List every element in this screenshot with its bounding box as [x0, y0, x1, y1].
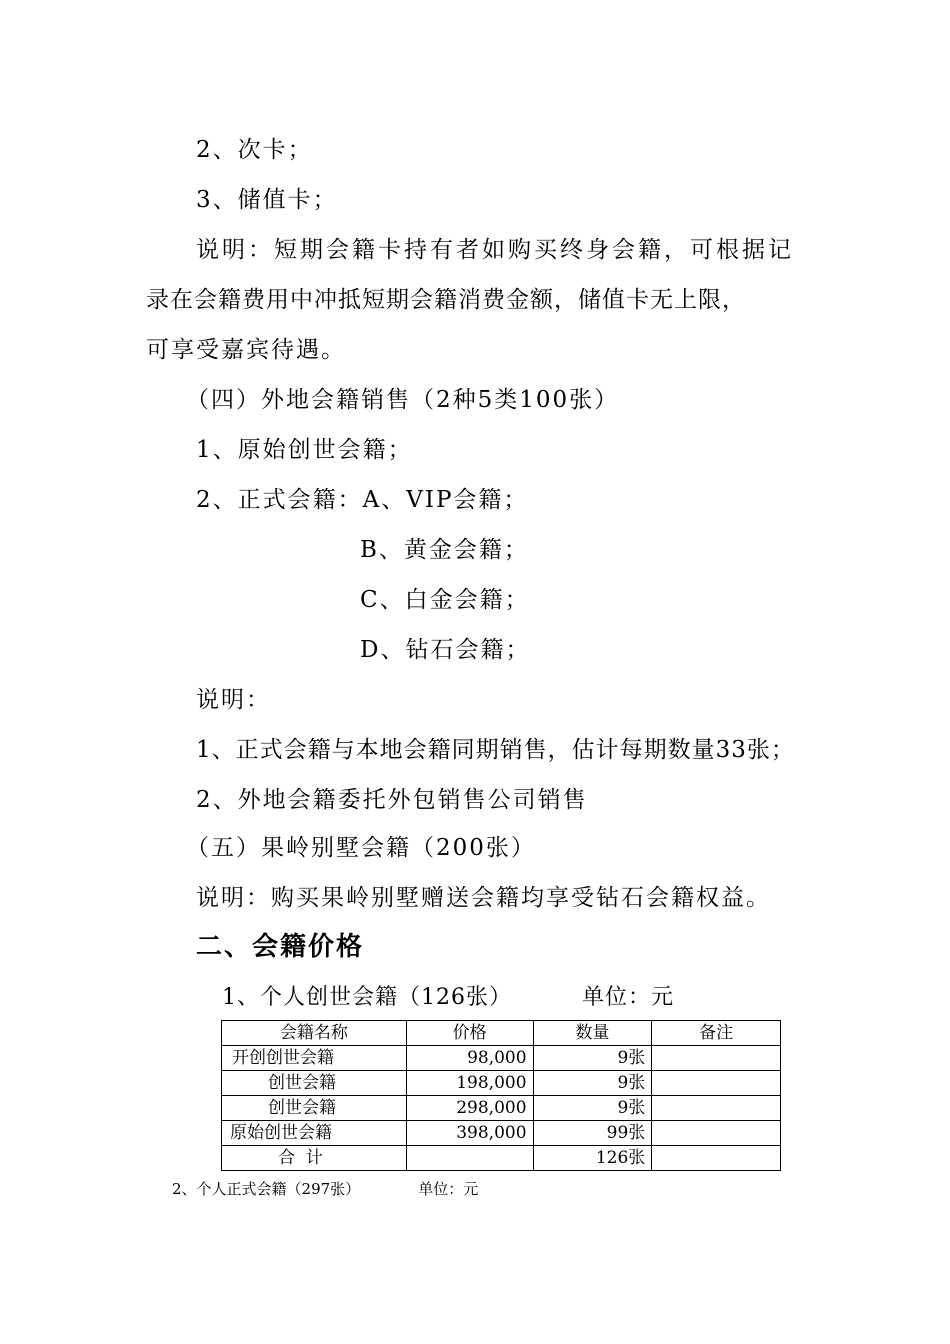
note-cell [652, 1071, 781, 1096]
price-cell: 398,000 [406, 1121, 533, 1146]
text-line: 说明：短期会籍卡持有者如购买终身会籍，可根据记 [196, 237, 794, 263]
header-cell: 价格 [406, 1021, 533, 1046]
table-row [222, 1046, 781, 1071]
text-line: 2、正式会籍：A、VIP会籍； [196, 487, 529, 513]
note-cell [652, 1121, 781, 1146]
section-heading: 二、会籍价格 [196, 932, 365, 962]
text-line: D、钻石会籍； [360, 637, 531, 663]
text-line: 说明： [196, 687, 271, 713]
price-cell: 98,000 [406, 1046, 533, 1071]
note-cell [652, 1096, 781, 1121]
header-cell: 数量 [533, 1021, 652, 1046]
text-line: 2、外地会籍委托外包销售公司销售 [196, 787, 588, 813]
text-line: 说明：购买果岭别墅赠送会籍均享受钻石会籍权益。 [196, 885, 771, 911]
price-cell: 198,000 [406, 1071, 533, 1096]
qty-cell: 126张 [533, 1146, 652, 1171]
name-cell: 创世会籍 [222, 1071, 407, 1096]
text-line: （五）果岭别墅会籍（200张） [186, 835, 536, 861]
text-line: C、白金会籍； [360, 587, 530, 613]
total-label-cell: 合 计 [222, 1146, 407, 1171]
qty-cell: 99张 [533, 1121, 652, 1146]
table-row [222, 1071, 781, 1096]
text-line: 可享受嘉宾待遇。 [146, 337, 346, 363]
header-cell: 会籍名称 [222, 1021, 407, 1046]
qty-cell: 9张 [533, 1096, 652, 1121]
table-unit: 单位：元 [582, 985, 675, 1010]
text-line: 2、次卡； [196, 137, 313, 163]
table-total-row [222, 1146, 781, 1171]
note-cell [652, 1046, 781, 1071]
text-line: 录在会籍费用中冲抵短期会籍消费金额，储值卡无上限， [146, 287, 746, 313]
text-line: 1、原始创世会籍； [196, 437, 413, 463]
text-line: （四）外地会籍销售（2种5类100张） [186, 387, 620, 413]
table-title [222, 984, 674, 1012]
qty-cell: 9张 [533, 1071, 652, 1096]
table-row [222, 1121, 781, 1146]
table-row [222, 1096, 781, 1121]
table-title-text: 1、个人创世会籍（126张） [222, 985, 512, 1010]
note-cell [652, 1146, 781, 1171]
table-title [172, 1180, 478, 1198]
table-title-text: 2、个人正式会籍（297张） [172, 1180, 361, 1198]
text-line: B、黄金会籍； [360, 537, 529, 563]
header-cell: 备注 [652, 1021, 781, 1046]
name-cell: 创世会籍 [222, 1096, 407, 1121]
name-cell: 原始创世会籍 [222, 1121, 407, 1146]
table-header-row [222, 1021, 781, 1046]
qty-cell: 9张 [533, 1046, 652, 1071]
price-cell [406, 1146, 533, 1171]
text-line: 3、储值卡； [196, 187, 338, 213]
price-cell: 298,000 [406, 1096, 533, 1121]
name-cell: 开创创世会籍 [222, 1046, 407, 1071]
price-table [221, 1020, 781, 1171]
table-unit: 单位：元 [418, 1180, 479, 1198]
text-line: 1、正式会籍与本地会籍同期销售，估计每期数量33张； [196, 737, 795, 763]
